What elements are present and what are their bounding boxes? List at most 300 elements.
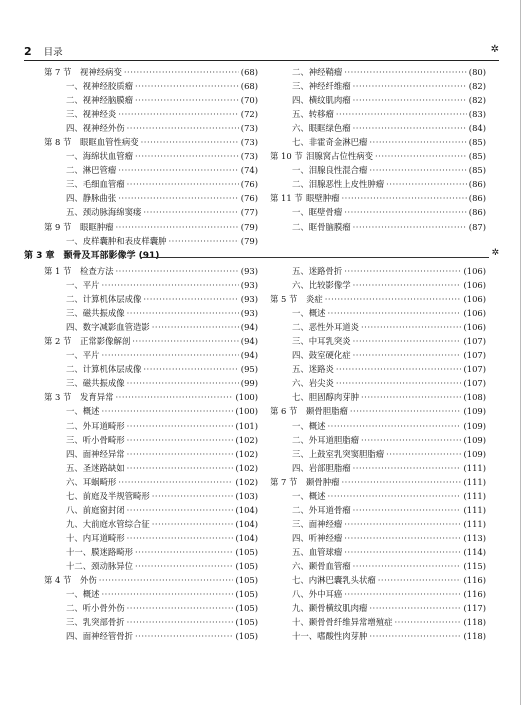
page-ref: (99)	[240, 378, 258, 389]
toc-item-entry	[270, 504, 486, 518]
toc-item-entry	[44, 602, 258, 616]
item-title: 一、泪腺良性混合瘤	[292, 165, 368, 176]
page-ref: (106)	[463, 308, 486, 319]
toc-item-entry	[44, 279, 258, 293]
dot-leader	[143, 364, 238, 374]
item-title: 一、皮样囊肿和表皮样囊肿	[66, 235, 167, 246]
section-number: 第 8 节	[44, 137, 72, 148]
page-ref: (77)	[240, 207, 258, 218]
page-ref: (106)	[463, 280, 486, 291]
toc-item-entry	[270, 462, 486, 476]
item-title: 二、计算机体层成像	[66, 294, 142, 305]
dot-leader	[118, 165, 239, 175]
dot-leader	[386, 179, 467, 189]
dot-leader	[361, 435, 461, 445]
toc-item-entry	[270, 532, 486, 546]
dot-leader	[135, 561, 233, 571]
section-title: 颞骨肿瘤	[306, 476, 340, 487]
page-ref: (103)	[235, 490, 258, 501]
item-title: 五、迷路骨折	[292, 266, 343, 276]
dot-leader	[135, 151, 239, 161]
page-ref: (95)	[240, 364, 258, 375]
item-title: 二、眶骨脑膜瘤	[292, 221, 351, 232]
item-title: 四、鼓室硬化症	[292, 350, 351, 361]
toc-item-entry	[44, 434, 258, 448]
page-ref: (105)	[235, 631, 258, 642]
toc-item-entry	[270, 349, 486, 363]
section-title: 泪腺窝占位性病变	[306, 151, 373, 162]
item-title: 四、横纹肌肉瘤	[292, 95, 351, 106]
dot-leader	[353, 463, 462, 473]
page-ref: (109)	[463, 406, 486, 417]
dot-leader	[132, 336, 239, 346]
page-header	[24, 44, 499, 58]
page-ref: (68)	[240, 81, 258, 92]
item-title: 十一、嗜酸性肉芽肿	[292, 631, 368, 642]
toc-item-entry	[270, 434, 486, 448]
dot-leader	[369, 603, 461, 613]
dot-leader	[124, 67, 239, 77]
page-title: 目录	[43, 47, 63, 58]
toc-item-entry	[270, 80, 486, 94]
toc-item-entry	[44, 164, 258, 178]
toc-item-entry	[44, 307, 258, 321]
toc-item-entry	[270, 630, 486, 644]
dot-leader	[328, 308, 462, 318]
dot-leader	[336, 378, 462, 388]
toc-item-entry	[270, 108, 486, 122]
toc-item-entry	[44, 616, 258, 630]
dot-leader	[353, 280, 462, 290]
toc-item-entry	[270, 307, 486, 321]
toc-item-entry	[270, 560, 486, 574]
toc-section-entry	[270, 150, 486, 164]
page-ref: (73)	[240, 151, 258, 162]
page-ref: (106)	[463, 322, 486, 333]
toc-item-entry	[270, 122, 486, 136]
item-title: 五、血管球瘤	[292, 546, 343, 557]
toc-item-entry	[44, 518, 258, 532]
dot-leader	[361, 322, 461, 332]
dot-leader	[152, 322, 239, 332]
page-ref: (107)	[463, 378, 486, 389]
toc-item-entry	[44, 321, 258, 335]
item-title: 四、数字减影血管造影	[66, 322, 150, 333]
page-ref: (85)	[468, 137, 486, 148]
dot-leader	[344, 519, 461, 529]
dot-leader	[344, 533, 461, 543]
page-ref: (113)	[463, 532, 486, 543]
page-ref: (102)	[235, 434, 258, 445]
toc-item-entry	[270, 518, 486, 532]
dot-leader	[353, 561, 462, 571]
page-ref: (104)	[235, 532, 258, 543]
dot-leader	[328, 491, 462, 501]
page-ref: (100)	[235, 406, 258, 417]
dot-leader	[375, 151, 467, 161]
toc-section-entry	[270, 405, 486, 419]
header-rule	[24, 60, 499, 61]
dot-leader	[152, 491, 234, 501]
page-ref: (105)	[235, 560, 258, 571]
toc-section-entry	[44, 574, 258, 588]
page-ref: (111)	[463, 490, 486, 501]
toc-item-entry	[44, 630, 258, 644]
page-ref: (100)	[235, 392, 258, 403]
toc-item-entry	[44, 462, 258, 476]
toc-item-entry	[44, 405, 258, 419]
page-ref: (79)	[240, 235, 258, 246]
page-ref: (109)	[463, 434, 486, 445]
toc-item-entry	[270, 420, 486, 434]
dot-leader	[361, 392, 461, 402]
item-title: 七、胆固醇肉芽肿	[292, 392, 359, 403]
toc-item-entry	[270, 206, 486, 220]
page-ref: (106)	[463, 266, 486, 276]
item-title: 一、平片	[66, 350, 100, 361]
dot-leader	[336, 109, 467, 119]
item-title: 四、听神经瘤	[292, 532, 343, 543]
dot-leader	[99, 575, 234, 585]
chapter-page: (91)	[138, 251, 160, 261]
page-ref: (93)	[240, 294, 258, 305]
page-ref: (118)	[463, 631, 486, 642]
page-ref: (102)	[235, 476, 258, 487]
page-ref: (87)	[468, 221, 486, 232]
item-title: 十、内耳道畸形	[66, 532, 125, 543]
section-number: 第 7 节	[270, 476, 298, 487]
section-number: 第 9 节	[44, 221, 72, 232]
section-title: 发育异常	[80, 392, 114, 403]
page-ref: (109)	[463, 448, 486, 459]
page-ref: (102)	[235, 462, 258, 473]
toc-item-entry	[44, 363, 258, 377]
dot-leader	[135, 81, 239, 91]
page-ref: (106)	[463, 294, 486, 305]
toc-item-entry	[44, 80, 258, 94]
page-ref: (111)	[463, 518, 486, 529]
item-title: 六、耳蜗畸形	[66, 476, 117, 487]
item-title: 十一、膜迷路畸形	[66, 546, 133, 557]
toc-item-entry	[270, 602, 486, 616]
page-ref: (85)	[468, 165, 486, 176]
item-title: 四、面神经管骨折	[66, 631, 133, 642]
dot-leader	[325, 294, 462, 304]
item-title: 六、岩尖炎	[292, 378, 334, 389]
toc-column-top-left	[44, 66, 258, 249]
toc-section-entry	[44, 391, 258, 405]
page-ref: (111)	[463, 476, 486, 487]
dot-leader	[118, 109, 239, 119]
toc-item-entry	[44, 192, 258, 206]
toc-item-entry	[44, 293, 258, 307]
section-number: 第 4 节	[44, 575, 72, 586]
toc-item-entry	[44, 560, 258, 574]
dot-leader	[353, 222, 467, 232]
chapter-title: 第 3 章 颞骨及耳部影像学	[24, 251, 136, 261]
item-title: 三、视神经炎	[66, 109, 117, 120]
page-ref: (93)	[240, 280, 258, 291]
section-number: 第 5 节	[270, 294, 298, 305]
chapter-rule	[140, 257, 489, 258]
dot-leader	[141, 137, 239, 147]
page-ref: (73)	[240, 137, 258, 148]
page-ref: (72)	[240, 109, 258, 120]
page-ref: (117)	[463, 603, 486, 614]
toc-item-entry	[44, 532, 258, 546]
item-title: 一、眶壁骨瘤	[292, 207, 343, 218]
page-ref: (107)	[463, 350, 486, 361]
dot-leader	[127, 533, 234, 543]
dot-leader	[127, 179, 239, 189]
dot-leader	[344, 547, 461, 557]
item-title: 一、视神经胶质瘤	[66, 81, 133, 92]
section-title: 炎症	[306, 294, 323, 305]
item-title: 二、外耳道骨瘤	[292, 504, 351, 515]
dot-leader	[350, 406, 462, 416]
item-title: 三、乳突部骨折	[66, 617, 125, 628]
toc-item-entry	[270, 265, 486, 279]
dot-leader	[127, 123, 239, 133]
item-title: 一、概述	[292, 308, 326, 319]
toc-item-entry	[44, 377, 258, 391]
section-title: 检查方法	[80, 266, 114, 276]
toc-item-entry	[270, 490, 486, 504]
page-edge	[520, 0, 521, 705]
page-ref: (80)	[468, 67, 486, 77]
toc-item-entry	[44, 490, 258, 504]
page-ref: (101)	[235, 420, 258, 431]
toc-item-entry	[270, 279, 486, 293]
toc-section-entry	[270, 192, 486, 206]
toc-section-entry	[270, 476, 486, 490]
toc-item-entry	[270, 178, 486, 192]
toc-item-entry	[270, 136, 486, 150]
dot-leader	[369, 631, 461, 641]
page-ref: (73)	[240, 123, 258, 134]
section-title: 眼眶血管性病变	[80, 137, 139, 148]
item-title: 八、前庭窗封闭	[66, 504, 125, 515]
item-title: 二、泪腺恶性上皮性肿瘤	[292, 179, 385, 190]
page-ref: (82)	[468, 81, 486, 92]
page-ref: (94)	[240, 322, 258, 333]
dot-leader	[395, 617, 462, 627]
page-ref: (86)	[468, 179, 486, 190]
section-title: 视神经病变	[80, 67, 122, 77]
dot-leader	[118, 477, 233, 487]
toc-item-entry	[44, 588, 258, 602]
dot-leader	[127, 505, 234, 515]
item-title: 一、概述	[292, 490, 326, 501]
page-ref: (108)	[463, 392, 486, 403]
item-title: 三、中耳乳突炎	[292, 336, 351, 347]
ornament-icon: ✲	[490, 44, 499, 55]
page-ref: (105)	[235, 617, 258, 628]
toc-item-entry	[44, 448, 258, 462]
dot-leader	[127, 603, 234, 613]
item-title: 七、内淋巴囊乳头状瘤	[292, 575, 376, 586]
page-ref: (102)	[235, 448, 258, 459]
dot-leader	[102, 350, 239, 360]
dot-leader	[102, 589, 234, 599]
section-number: 第 10 节	[270, 151, 303, 162]
toc-item-entry	[270, 391, 486, 405]
section-number: 第 6 节	[270, 406, 298, 417]
page-ref: (74)	[240, 165, 258, 176]
dot-leader	[102, 280, 239, 290]
item-title: 四、岩部胆脂瘤	[292, 462, 351, 473]
item-title: 一、海绵状血管瘤	[66, 151, 133, 162]
toc-section-entry	[44, 221, 258, 235]
chapter-heading	[24, 248, 499, 260]
toc-item-entry	[270, 448, 486, 462]
item-title: 九、大前庭水管综合征	[66, 518, 150, 529]
dot-leader	[353, 350, 462, 360]
page-ref: (94)	[240, 336, 258, 347]
toc-item-entry	[270, 335, 486, 349]
page-ref: (111)	[463, 504, 486, 515]
section-number: 第 7 节	[44, 67, 72, 77]
dot-leader	[353, 81, 467, 91]
dot-leader	[353, 123, 467, 133]
toc-item-entry	[270, 66, 486, 80]
dot-leader	[344, 207, 467, 217]
item-title: 三、磁共振成像	[66, 308, 125, 319]
dot-leader	[342, 193, 467, 203]
item-title: 六、颞骨血管瘤	[292, 560, 351, 571]
item-title: 五、颈动脉海绵窦瘘	[66, 207, 142, 218]
dot-leader	[102, 406, 234, 416]
toc-section-entry	[44, 136, 258, 150]
page-ref: (76)	[240, 193, 258, 204]
section-number: 第 11 节	[270, 193, 303, 204]
toc-section-entry	[270, 293, 486, 307]
toc-item-entry	[270, 94, 486, 108]
item-title: 三、听小骨畸形	[66, 434, 125, 445]
item-title: 四、面神经异常	[66, 448, 125, 459]
item-title: 三、毛细血管瘤	[66, 179, 125, 190]
section-number: 第 2 节	[44, 336, 72, 347]
toc-item-entry	[270, 377, 486, 391]
item-title: 二、外耳道胆脂瘤	[292, 434, 359, 445]
page-ref: (104)	[235, 518, 258, 529]
dot-leader	[127, 449, 234, 459]
toc-item-entry	[44, 94, 258, 108]
dot-leader	[127, 463, 234, 473]
page-ref: (104)	[235, 504, 258, 515]
toc-item-entry	[270, 546, 486, 560]
page-ref: (86)	[468, 207, 486, 218]
dot-leader	[127, 378, 239, 388]
item-title: 四、静脉曲张	[66, 193, 117, 204]
dot-leader	[116, 222, 239, 232]
item-title: 二、恶性外耳道炎	[292, 322, 359, 333]
toc-column-bottom-left	[44, 265, 258, 644]
page-ref: (70)	[240, 95, 258, 106]
toc-column-bottom-right	[270, 265, 486, 644]
toc-section-entry	[44, 66, 258, 80]
page-ref: (109)	[463, 420, 486, 431]
toc-item-entry	[270, 574, 486, 588]
toc-item-entry	[44, 206, 258, 220]
page-ref: (79)	[240, 221, 258, 232]
toc-item-entry	[270, 321, 486, 335]
item-title: 一、概述	[66, 589, 100, 600]
section-title: 颞骨胆脂瘤	[306, 406, 348, 417]
page-ref: (83)	[468, 109, 486, 120]
page-ref: (93)	[240, 266, 258, 276]
page-ref: (107)	[463, 336, 486, 347]
dot-leader	[143, 294, 238, 304]
page-ref: (105)	[235, 603, 258, 614]
dot-leader	[369, 137, 466, 147]
dot-leader	[143, 207, 238, 217]
toc-column-top-right	[270, 66, 486, 235]
toc-item-entry	[44, 420, 258, 434]
toc-item-entry	[44, 476, 258, 490]
item-title: 十二、颈动脉异位	[66, 560, 133, 571]
page-ref: (118)	[463, 617, 486, 628]
dot-leader	[353, 95, 467, 105]
toc-item-entry	[44, 108, 258, 122]
toc-item-entry	[270, 363, 486, 377]
item-title: 三、上鼓室乳突窦胆脂瘤	[292, 448, 385, 459]
dot-leader	[336, 364, 462, 374]
toc-item-entry	[270, 588, 486, 602]
section-title: 外伤	[80, 575, 97, 586]
item-title: 二、听小骨外伤	[66, 603, 125, 614]
item-title: 七、非霍奇金淋巴瘤	[292, 137, 368, 148]
item-title: 二、计算机体层成像	[66, 364, 142, 375]
section-title: 眼眶肿瘤	[80, 221, 114, 232]
toc-item-entry	[44, 235, 258, 249]
dot-leader	[342, 477, 462, 487]
toc-item-entry	[44, 122, 258, 136]
toc-item-entry	[270, 221, 486, 235]
page-ref: (68)	[240, 67, 258, 77]
page-ref: (115)	[463, 560, 486, 571]
section-number: 第 3 节	[44, 392, 72, 403]
dot-leader	[127, 308, 239, 318]
dot-leader	[344, 589, 461, 599]
ornament-icon: ✲	[491, 248, 499, 258]
dot-leader	[127, 435, 234, 445]
dot-leader	[116, 266, 239, 276]
page-ref: (107)	[463, 364, 486, 375]
page-ref: (105)	[235, 589, 258, 600]
item-title: 二、视神经脑膜瘤	[66, 95, 133, 106]
dot-leader	[353, 505, 462, 515]
dot-leader	[135, 95, 239, 105]
page-ref: (76)	[240, 179, 258, 190]
toc-item-entry	[44, 546, 258, 560]
section-number: 第 1 节	[44, 266, 72, 276]
page-ref: (111)	[463, 462, 486, 473]
dot-leader	[127, 421, 234, 431]
item-title: 一、概述	[292, 420, 326, 431]
dot-leader	[328, 421, 462, 431]
dot-leader	[344, 67, 467, 77]
item-title: 一、概述	[66, 406, 100, 417]
toc-item-entry	[270, 164, 486, 178]
item-title: 五、迷路炎	[292, 364, 334, 375]
toc-section-entry	[44, 265, 258, 279]
item-title: 三、磁共振成像	[66, 378, 125, 389]
item-title: 十、颞骨骨纤维异常增殖症	[292, 617, 393, 628]
dot-leader	[369, 165, 466, 175]
item-title: 五、圣迷路缺如	[66, 462, 125, 473]
dot-leader	[116, 392, 234, 402]
